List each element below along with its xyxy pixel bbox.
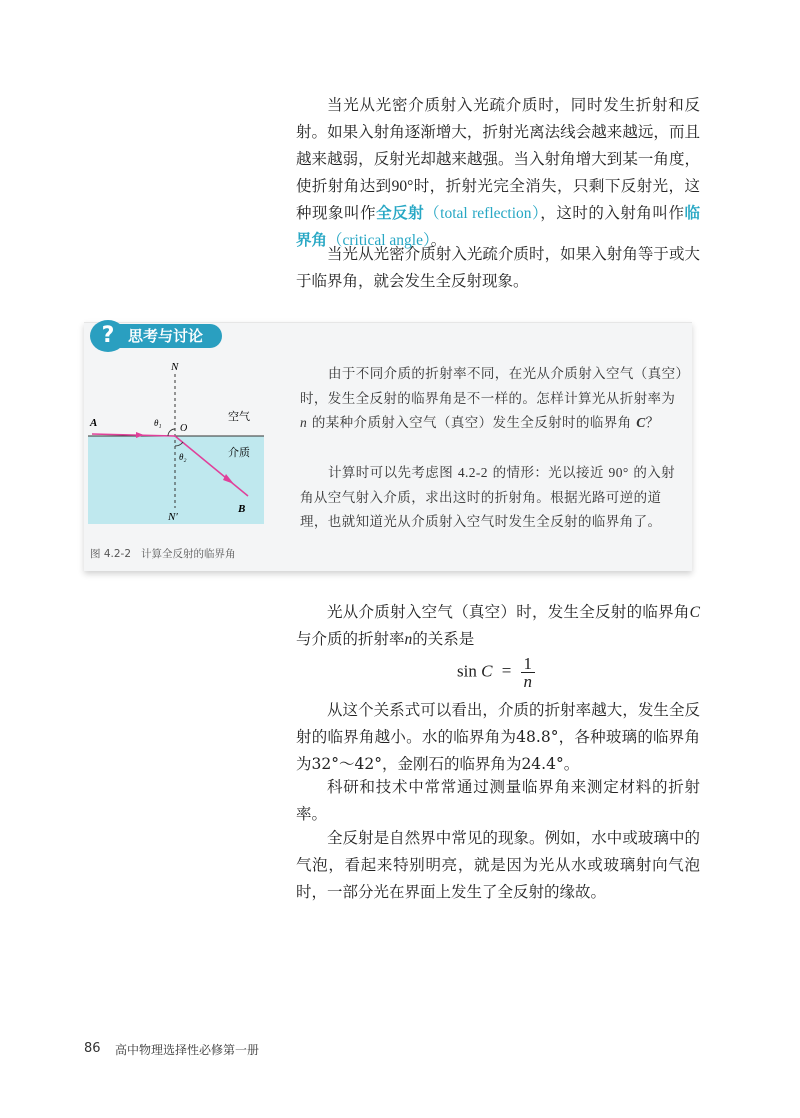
paragraph-examples: 全反射是自然界中常见的现象。例如，水中或玻璃中的气泡，看起来特别明亮，就是因为光从水或玻璃射向气泡时，一部分光在界面上发生了全反射的缘故。 bbox=[296, 829, 700, 901]
paragraph-relation: 光从介质射入空气（真空）时，发生全反射的临界角C与介质的折射率n的关系是 bbox=[296, 603, 700, 648]
paragraph-conclusion: 从这个关系式可以看出，介质的折射率越大，发生全反射的临界角越小。水的临界角为48.8°，各种玻璃的临界角为32°～42°，金刚石的临界角为24.4°。 bbox=[296, 701, 700, 773]
term-critical-angle: 临界角 bbox=[296, 204, 700, 249]
term-total-reflection-en: （total reflection） bbox=[424, 205, 541, 222]
term-total-reflection: 全反射 bbox=[376, 204, 425, 222]
discussion-paragraph-1: 由于不同介质的折射率不同，在光从介质射入空气（真空）时，发生全反射的临界角是不一样的。怎样计算光从折射率为 n 的某种介质射入空气（真空）发生全反射时的临界角 C？ bbox=[300, 366, 683, 431]
page-number: 86 bbox=[84, 1041, 101, 1056]
angle-arc-1 bbox=[168, 429, 175, 436]
paragraph-total-reflection: 当光从光密介质射入光疏介质时，同时发生折射和反射。如果入射角逐渐增大，折射光离法线会越来越远，而且越来越弱，反射光却越来越强。当入射角增大到某一角度，使折射角达到90°时，折射光完全消失，只剩下反射光，这种现象叫作全反射（total reflection），这时的入射角叫作临界角（critical angle）。 bbox=[296, 96, 700, 249]
label-theta2: θ₂ bbox=[179, 452, 187, 462]
paragraph-condition: 当光从光密介质射入光疏介质时，如果入射角等于或大于临界角，就会发生全反射现象。 bbox=[296, 245, 700, 290]
paragraph-applications: 科研和技术中常常通过测量临界角来测定材料的折射率。 bbox=[296, 778, 700, 823]
label-theta1: θ₁ bbox=[154, 418, 162, 428]
term-critical-angle-en: （critical angle） bbox=[327, 232, 431, 249]
refraction-figure bbox=[88, 356, 270, 528]
label-B: B bbox=[238, 503, 246, 515]
label-air: 空气 bbox=[228, 410, 250, 423]
question-badge-icon: ? bbox=[90, 320, 126, 352]
figure-caption: 图 4.2-2 计算全反射的临界角 bbox=[90, 548, 236, 560]
discussion-title: 思考与讨论 bbox=[128, 327, 204, 345]
discussion-paragraph-2: 计算时可以先考虑图 4.2-2 的情形：光以接近 90° 的入射角从空气射入介质，求出这时的折射角。根据光路可逆的道理，也就知道光从介质射入空气时发生全反射的临界角了。 bbox=[300, 465, 676, 530]
label-N: N bbox=[171, 361, 179, 373]
label-O: O bbox=[180, 423, 188, 434]
critical-angle-formula: sin C = $\frac{1}{n}$ bbox=[457, 655, 535, 690]
fraction: $\frac{1}{n}$ bbox=[521, 655, 536, 690]
label-N-prime: N′ bbox=[168, 511, 178, 523]
label-A: A bbox=[90, 417, 98, 429]
book-title: 高中物理选择性必修第一册 bbox=[115, 1043, 260, 1057]
label-medium: 介质 bbox=[228, 446, 250, 459]
